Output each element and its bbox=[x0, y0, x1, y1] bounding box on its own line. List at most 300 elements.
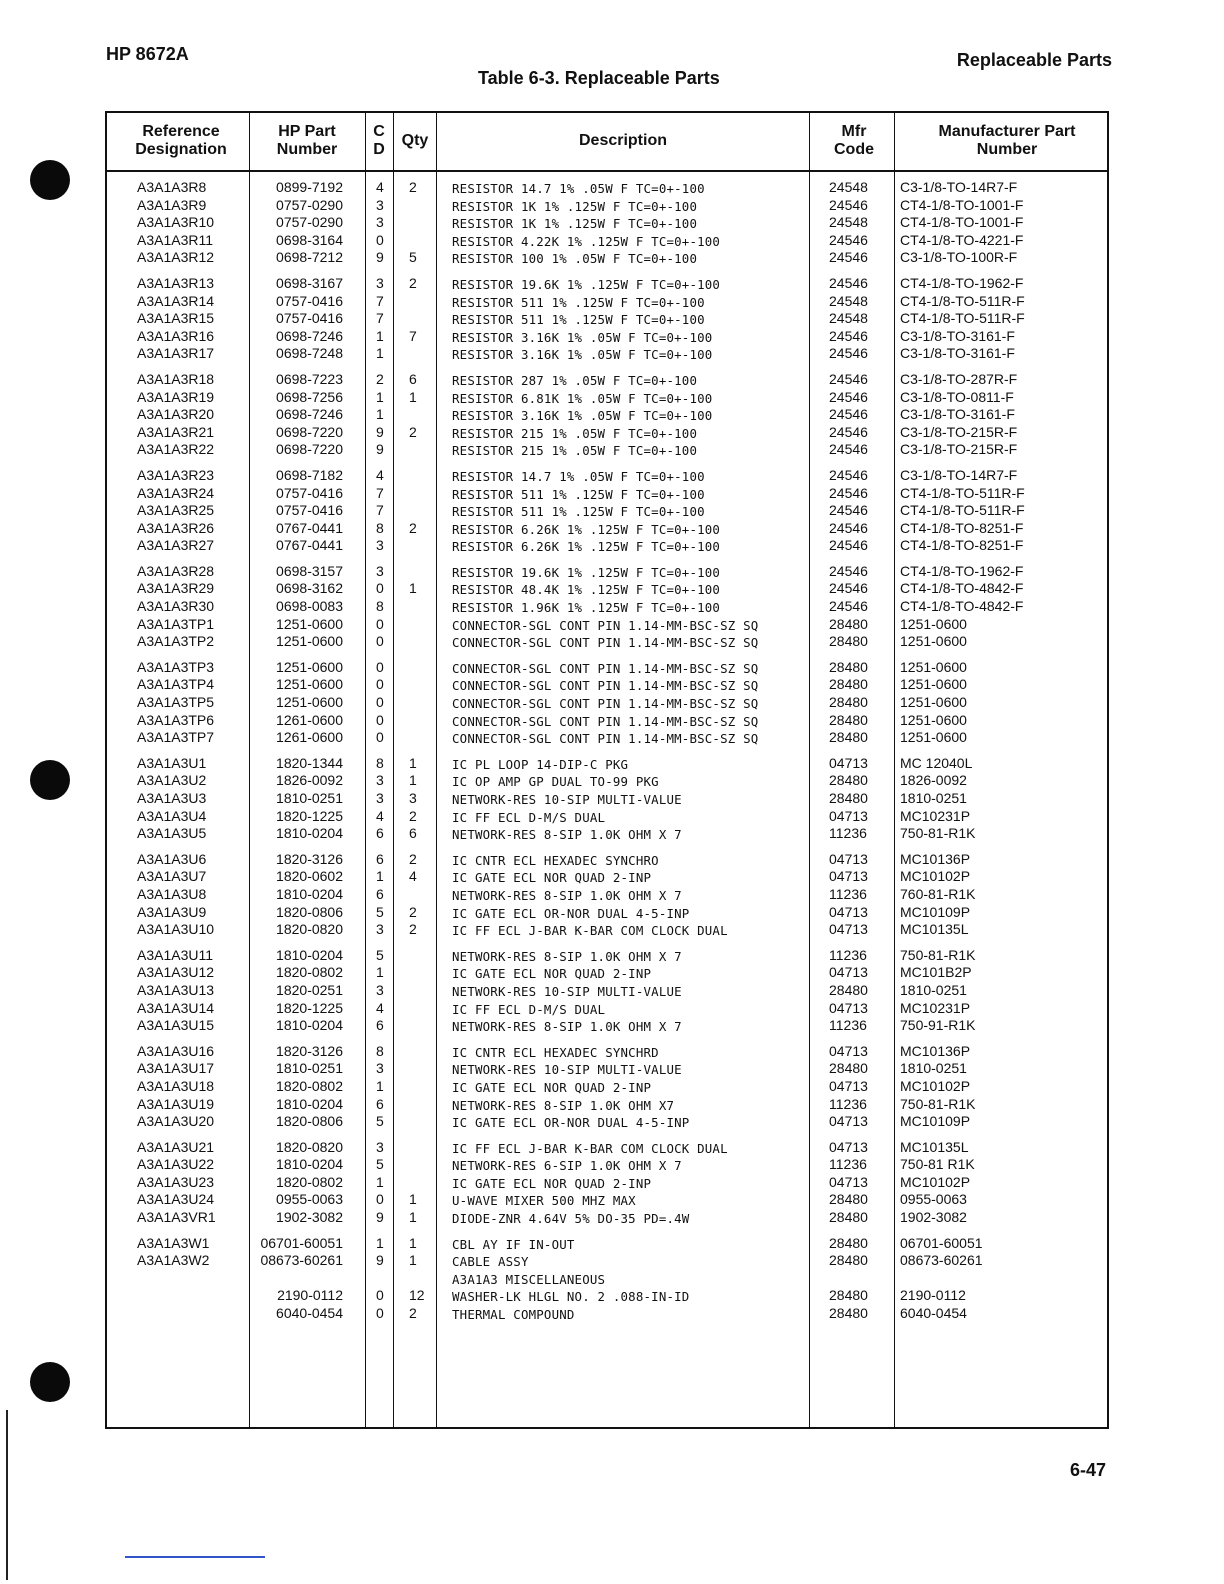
mfr-part-number-cell: CT4-1/8-TO-4221-F bbox=[900, 231, 1024, 248]
mfr-part-number-cell: MC10231P bbox=[900, 999, 971, 1016]
mfr-part-number-cell: 760-81-R1K bbox=[900, 885, 976, 902]
mfr-code-cell: 04713 bbox=[829, 754, 868, 771]
mfr-part-number-cell: MC10135L bbox=[900, 1138, 969, 1155]
description-cell: IC CNTR ECL HEXADEC SYNCHRD bbox=[452, 1044, 659, 1060]
table-row bbox=[107, 904, 1107, 922]
ref-cell: A3A1A3TP7 bbox=[137, 729, 215, 746]
ref-cell: A3A1A3U3 bbox=[137, 790, 207, 806]
mfr-code-cell: 28480 bbox=[829, 633, 868, 650]
part-number-cell: 0757-0290 bbox=[276, 196, 343, 213]
mfr-code-cell: 28480 bbox=[829, 981, 868, 998]
mfr-part-number-cell: 1810-0251 bbox=[900, 1060, 967, 1077]
table-row bbox=[107, 729, 1107, 747]
part-number-cell: 0698-7248 bbox=[276, 345, 343, 362]
part-number-cell: 0698-3157 bbox=[276, 562, 343, 579]
cd-cell: 0 bbox=[376, 711, 384, 728]
qty-cell: 2 bbox=[409, 903, 417, 920]
mfr-part-number-cell: CT4-1/8-TO-511R-F bbox=[900, 484, 1025, 501]
description-cell: IC GATE ECL OR-NOR DUAL 4-5-INP bbox=[452, 905, 690, 921]
mfr-code-cell: 11236 bbox=[829, 885, 867, 902]
mfr-part-number-cell: 1251-0600 bbox=[900, 711, 967, 728]
part-number-cell: 0899-7192 bbox=[276, 179, 343, 195]
ref-cell: A3A1A3R9 bbox=[137, 196, 207, 213]
ref-cell: A3A1A3U22 bbox=[137, 1156, 215, 1173]
part-number-cell: 6040-0454 bbox=[276, 1305, 343, 1322]
ref-cell: A3A1A3R10 bbox=[137, 214, 215, 231]
mfr-code-cell: 28480 bbox=[829, 1234, 868, 1251]
row-group bbox=[107, 1139, 1107, 1227]
row-group bbox=[107, 947, 1107, 1035]
qty-cell: 2 bbox=[409, 807, 417, 824]
ref-cell: A3A1A3R24 bbox=[137, 484, 215, 501]
ref-cell: A3A1A3R19 bbox=[137, 388, 215, 405]
ref-cell: A3A1A3R26 bbox=[137, 519, 215, 536]
table-row bbox=[107, 467, 1107, 485]
ref-cell: A3A1A3U24 bbox=[137, 1191, 215, 1208]
part-number-cell: 1251-0600 bbox=[276, 694, 343, 711]
ref-cell: A3A1A3W2 bbox=[137, 1252, 210, 1269]
qty-cell: 5 bbox=[409, 249, 417, 266]
colhead-part-number: HP Part Number bbox=[276, 123, 338, 158]
table-row bbox=[107, 1287, 1107, 1305]
table-row bbox=[107, 563, 1107, 581]
mfr-code-cell: 24546 bbox=[829, 519, 868, 536]
cd-cell: 7 bbox=[376, 484, 384, 501]
mfr-part-number-cell: CT4-1/8-TO-4842-F bbox=[900, 580, 1024, 597]
ref-cell: A3A1A3U16 bbox=[137, 1042, 215, 1059]
cd-cell: 4 bbox=[376, 999, 384, 1016]
description-cell: IC FF ECL D-M/S DUAL bbox=[452, 1001, 606, 1017]
mfr-code-cell: 04713 bbox=[829, 868, 868, 885]
table-row bbox=[107, 441, 1107, 459]
mfr-code-cell: 24548 bbox=[829, 310, 868, 327]
mfr-part-number-cell: C3-1/8-TO-0811-F bbox=[900, 388, 1014, 405]
table-row bbox=[107, 345, 1107, 363]
part-number-cell: 0698-3164 bbox=[276, 231, 343, 248]
qty-cell: 1 bbox=[409, 772, 417, 789]
cd-cell: 1 bbox=[376, 1077, 384, 1094]
cd-cell: 3 bbox=[376, 537, 384, 554]
mfr-part-number-cell: C3-1/8-TO-14R7-F bbox=[900, 466, 1018, 483]
mfr-part-number-cell: MC10135L bbox=[900, 921, 969, 938]
description-cell: IC GATE ECL NOR QUAD 2-INP bbox=[452, 1079, 652, 1095]
table-row bbox=[107, 851, 1107, 869]
table-row bbox=[107, 1000, 1107, 1018]
table-row bbox=[107, 537, 1107, 555]
table-row bbox=[107, 1209, 1107, 1227]
description-cell: IC CNTR ECL HEXADEC SYNCHRO bbox=[452, 852, 659, 868]
cd-cell: 0 bbox=[376, 580, 384, 597]
description-cell: RESISTOR 511 1% .125W F TC=0+-100 bbox=[452, 312, 705, 328]
ref-cell: A3A1A3R22 bbox=[137, 441, 215, 458]
mfr-code-cell: 28480 bbox=[829, 1305, 868, 1322]
mfr-part-number-cell: 1810-0251 bbox=[900, 981, 967, 998]
mfr-part-number-cell: 750-81-R1K bbox=[900, 946, 976, 963]
mfr-code-cell: 11236 bbox=[829, 825, 867, 842]
table-row bbox=[107, 328, 1107, 346]
mfr-part-number-cell: C3-1/8-TO-14R7-F bbox=[900, 179, 1018, 195]
table-row bbox=[107, 520, 1107, 538]
mfr-part-number-cell: 1251-0600 bbox=[900, 658, 967, 675]
mfr-code-cell: 24546 bbox=[829, 466, 868, 483]
mfr-code-cell: 28480 bbox=[829, 658, 868, 675]
qty-cell: 6 bbox=[409, 825, 417, 842]
part-number-cell: 1820-1225 bbox=[276, 999, 343, 1016]
cd-cell: 3 bbox=[376, 274, 384, 291]
ref-cell: A3A1A3W1 bbox=[137, 1234, 210, 1251]
ref-cell: A3A1A3TP5 bbox=[137, 694, 215, 711]
mfr-code-cell: 28480 bbox=[829, 615, 868, 632]
description-cell: RESISTOR 215 1% .05W F TC=0+-100 bbox=[452, 425, 698, 441]
part-number-cell: 0955-0063 bbox=[276, 1191, 343, 1208]
ref-cell: A3A1A3U12 bbox=[137, 964, 215, 981]
mfr-code-cell: 04713 bbox=[829, 807, 868, 824]
page-header-model: HP 8672A bbox=[106, 44, 189, 64]
mfr-part-number-cell: CT4-1/8-TO-8251-F bbox=[900, 519, 1024, 536]
table-row bbox=[107, 1191, 1107, 1209]
ref-cell: A3A1A3R15 bbox=[137, 310, 215, 327]
description-cell: NETWORK-RES 8-SIP 1.0K OHM X 7 bbox=[452, 1019, 682, 1035]
table-row bbox=[107, 310, 1107, 328]
ref-cell: A3A1A3U20 bbox=[137, 1113, 215, 1130]
mfr-code-cell: 28480 bbox=[829, 676, 868, 693]
cd-cell: 5 bbox=[376, 903, 384, 920]
qty-cell: 1 bbox=[409, 388, 417, 405]
table-row bbox=[107, 712, 1107, 730]
table-row bbox=[107, 616, 1107, 634]
cd-cell: 9 bbox=[376, 249, 384, 266]
row-group bbox=[107, 1043, 1107, 1131]
description-cell: RESISTOR 6.26K 1% .125W F TC=0+-100 bbox=[452, 539, 721, 555]
cd-cell: 1 bbox=[376, 1234, 384, 1251]
cd-cell: 0 bbox=[376, 1305, 384, 1322]
mfr-code-cell: 24546 bbox=[829, 345, 868, 362]
mfr-code-cell: 04713 bbox=[829, 1173, 868, 1190]
qty-cell: 1 bbox=[409, 754, 417, 771]
ref-cell: A3A1A3U7 bbox=[137, 868, 207, 885]
description-cell: CONNECTOR-SGL CONT PIN 1.14-MM-BSC-SZ SQ bbox=[452, 696, 759, 712]
part-number-cell: 06701-60051 bbox=[260, 1234, 343, 1251]
qty-cell: 2 bbox=[409, 423, 417, 440]
description-cell: RESISTOR 6.81K 1% .05W F TC=0+-100 bbox=[452, 390, 713, 406]
cd-cell: 1 bbox=[376, 868, 384, 885]
footer-rule bbox=[125, 1556, 265, 1558]
table-row bbox=[107, 947, 1107, 965]
qty-cell: 6 bbox=[409, 370, 417, 387]
cd-cell: 1 bbox=[376, 345, 384, 362]
cd-cell: 0 bbox=[376, 615, 384, 632]
description-cell: IC FF ECL D-M/S DUAL bbox=[452, 809, 606, 825]
ref-cell: A3A1A3TP1 bbox=[137, 615, 215, 632]
mfr-code-cell: 04713 bbox=[829, 1077, 868, 1094]
mfr-code-cell: 24546 bbox=[829, 502, 868, 519]
description-cell: IC GATE ECL OR-NOR DUAL 4-5-INP bbox=[452, 1115, 690, 1131]
description-cell: CONNECTOR-SGL CONT PIN 1.14-MM-BSC-SZ SQ bbox=[452, 678, 759, 694]
cd-cell: 2 bbox=[376, 370, 384, 387]
cd-cell: 4 bbox=[376, 807, 384, 824]
ref-cell: A3A1A3TP4 bbox=[137, 676, 215, 693]
mfr-code-cell: 11236 bbox=[829, 1095, 867, 1112]
cd-cell: 8 bbox=[376, 754, 384, 771]
page-number: 6-47 bbox=[1070, 1460, 1107, 1480]
qty-cell: 2 bbox=[409, 1305, 417, 1322]
cd-cell: 3 bbox=[376, 196, 384, 213]
ref-cell: A3A1A3U23 bbox=[137, 1173, 215, 1190]
mfr-part-number-cell: 2190-0112 bbox=[900, 1287, 966, 1304]
table-row bbox=[107, 371, 1107, 389]
part-number-cell: 0757-0416 bbox=[276, 502, 343, 519]
description-cell: RESISTOR 19.6K 1% .125W F TC=0+-100 bbox=[452, 276, 721, 292]
mfr-part-number-cell: CT4-1/8-TO-511R-F bbox=[900, 502, 1025, 519]
mfr-code-cell: 24546 bbox=[829, 484, 868, 501]
colhead-qty: Qty bbox=[401, 132, 429, 149]
cd-cell: 8 bbox=[376, 598, 384, 615]
ref-cell: A3A1A3R25 bbox=[137, 502, 215, 519]
cd-cell: 7 bbox=[376, 310, 384, 327]
ref-cell: A3A1A3U13 bbox=[137, 981, 215, 998]
part-number-cell: 1820-0802 bbox=[276, 1173, 343, 1190]
table-row bbox=[107, 1043, 1107, 1061]
description-cell: RESISTOR 14.7 1% .05W F TC=0+-100 bbox=[452, 181, 705, 196]
ref-cell: A3A1A3U2 bbox=[137, 772, 207, 789]
mfr-code-cell: 28480 bbox=[829, 729, 868, 746]
ref-cell: A3A1A3U19 bbox=[137, 1095, 215, 1112]
table-row bbox=[107, 1060, 1107, 1078]
part-number-cell: 0698-7220 bbox=[276, 423, 343, 440]
ref-cell: A3A1A3R28 bbox=[137, 562, 215, 579]
cd-cell: 1 bbox=[376, 388, 384, 405]
part-number-cell: 1810-0204 bbox=[276, 1095, 343, 1112]
mfr-part-number-cell: MC10136P bbox=[900, 850, 971, 867]
table-row bbox=[107, 424, 1107, 442]
mfr-part-number-cell: MC101B2P bbox=[900, 964, 972, 981]
part-number-cell: 0698-3167 bbox=[276, 274, 343, 291]
table-row bbox=[107, 389, 1107, 407]
colhead-description: Description bbox=[578, 132, 667, 149]
mfr-part-number-cell: CT4-1/8-TO-8251-F bbox=[900, 537, 1024, 554]
cd-cell: 5 bbox=[376, 1113, 384, 1130]
cd-cell: 6 bbox=[376, 1095, 384, 1112]
table-row bbox=[107, 694, 1107, 712]
description-cell: RESISTOR 19.6K 1% .125W F TC=0+-100 bbox=[452, 564, 721, 580]
mfr-part-number-cell: C3-1/8-TO-215R-F bbox=[900, 441, 1018, 458]
ref-cell: A3A1A3U8 bbox=[137, 885, 207, 902]
table-row bbox=[107, 1078, 1107, 1096]
mfr-part-number-cell: CT4-1/8-TO-511R-F bbox=[900, 310, 1025, 327]
qty-cell: 1 bbox=[409, 1191, 417, 1208]
description-cell: CONNECTOR-SGL CONT PIN 1.14-MM-BSC-SZ SQ bbox=[452, 635, 759, 651]
table-row bbox=[107, 598, 1107, 616]
cd-cell: 7 bbox=[376, 292, 384, 309]
mfr-code-cell: 28480 bbox=[829, 711, 868, 728]
mfr-code-cell: 24546 bbox=[829, 388, 868, 405]
cd-cell: 1 bbox=[376, 406, 384, 423]
table-row bbox=[107, 1139, 1107, 1157]
cd-cell: 0 bbox=[376, 729, 384, 746]
table-row bbox=[107, 964, 1107, 982]
colhead-cd: C D bbox=[373, 123, 385, 158]
cd-cell: 6 bbox=[376, 885, 384, 902]
row-group bbox=[107, 1235, 1107, 1323]
mfr-part-number-cell: C3-1/8-TO-287R-F bbox=[900, 370, 1018, 387]
table-row bbox=[107, 982, 1107, 1000]
part-number-cell: 1810-0204 bbox=[276, 1017, 343, 1034]
part-number-cell: 1820-0806 bbox=[276, 1113, 343, 1130]
ref-cell: A3A1A3R20 bbox=[137, 406, 215, 423]
cd-cell: 0 bbox=[376, 676, 384, 693]
table-row bbox=[107, 293, 1107, 311]
ref-cell: A3A1A3U18 bbox=[137, 1077, 215, 1094]
mfr-part-number-cell: MC10109P bbox=[900, 903, 971, 920]
qty-cell: 1 bbox=[409, 1234, 417, 1251]
table-row bbox=[107, 755, 1107, 773]
mfr-part-number-cell: C3-1/8-TO-3161-F bbox=[900, 406, 1015, 423]
table-row bbox=[107, 1252, 1107, 1270]
part-number-cell: 1902-3082 bbox=[276, 1209, 343, 1226]
parts-table bbox=[105, 111, 1109, 1429]
mfr-part-number-cell: C3-1/8-TO-215R-F bbox=[900, 423, 1018, 440]
mfr-part-number-cell: CT4-1/8-TO-4842-F bbox=[900, 598, 1024, 615]
mfr-code-cell: 28480 bbox=[829, 694, 868, 711]
description-cell: NETWORK-RES 10-SIP MULTI-VALUE bbox=[452, 1062, 682, 1078]
mfr-part-number-cell: C3-1/8-TO-100R-F bbox=[900, 249, 1018, 266]
table-row bbox=[107, 659, 1107, 677]
part-number-cell: 0698-7212 bbox=[276, 249, 343, 266]
table-row bbox=[107, 197, 1107, 215]
qty-cell: 12 bbox=[409, 1287, 425, 1304]
table-row bbox=[107, 825, 1107, 843]
mfr-code-cell: 24546 bbox=[829, 537, 868, 554]
part-number-cell: 1261-0600 bbox=[276, 729, 343, 746]
cd-cell: 3 bbox=[376, 562, 384, 579]
table-row bbox=[107, 502, 1107, 520]
description-cell: IC GATE ECL NOR QUAD 2-INP bbox=[452, 1175, 652, 1191]
ref-cell: A3A1A3R12 bbox=[137, 249, 215, 266]
mfr-part-number-cell: 08673-60261 bbox=[900, 1252, 983, 1269]
mfr-part-number-cell: CT4-1/8-TO-1001-F bbox=[900, 214, 1024, 231]
table-row bbox=[107, 868, 1107, 886]
qty-cell: 3 bbox=[409, 790, 417, 806]
cd-cell: 9 bbox=[376, 423, 384, 440]
part-number-cell: 0698-7223 bbox=[276, 370, 343, 387]
mfr-code-cell: 24546 bbox=[829, 196, 868, 213]
description-cell: RESISTOR 14.7 1% .05W F TC=0+-100 bbox=[452, 468, 705, 484]
mfr-code-cell: 11236 bbox=[829, 946, 867, 963]
description-cell: CONNECTOR-SGL CONT PIN 1.14-MM-BSC-SZ SQ bbox=[452, 713, 759, 729]
qty-cell: 2 bbox=[409, 850, 417, 867]
cd-cell: 3 bbox=[376, 790, 384, 806]
description-cell: RESISTOR 215 1% .05W F TC=0+-100 bbox=[452, 443, 698, 459]
cd-cell: 1 bbox=[376, 964, 384, 981]
mfr-part-number-cell: 1251-0600 bbox=[900, 676, 967, 693]
cd-cell: 9 bbox=[376, 1252, 384, 1269]
description-cell: THERMAL COMPOUND bbox=[452, 1307, 575, 1323]
description-cell: CBL AY IF IN-OUT bbox=[452, 1236, 575, 1252]
part-number-cell: 0757-0290 bbox=[276, 214, 343, 231]
part-number-cell: 1810-0204 bbox=[276, 825, 343, 842]
mfr-code-cell: 11236 bbox=[829, 1156, 867, 1173]
cd-cell: 0 bbox=[376, 1191, 384, 1208]
part-number-cell: 2190-0112 bbox=[277, 1287, 343, 1304]
cd-cell: 0 bbox=[376, 694, 384, 711]
mfr-code-cell: 28480 bbox=[829, 1287, 868, 1304]
description-cell: NETWORK-RES 8-SIP 1.0K OHM X 7 bbox=[452, 827, 682, 843]
table-row bbox=[107, 772, 1107, 790]
mfr-part-number-cell: CT4-1/8-TO-1962-F bbox=[900, 274, 1024, 291]
mfr-code-cell: 24546 bbox=[829, 598, 868, 615]
table-row bbox=[107, 1096, 1107, 1114]
cd-cell: 5 bbox=[376, 1156, 384, 1173]
cd-cell: 3 bbox=[376, 981, 384, 998]
ref-cell: A3A1A3R17 bbox=[137, 345, 215, 362]
ref-cell: A3A1A3U17 bbox=[137, 1060, 215, 1077]
mfr-code-cell: 24546 bbox=[829, 274, 868, 291]
description-cell: DIODE-ZNR 4.64V 5% DO-35 PD=.4W bbox=[452, 1211, 690, 1227]
row-group bbox=[107, 275, 1107, 363]
table-row bbox=[107, 1017, 1107, 1035]
cd-cell: 0 bbox=[376, 658, 384, 675]
ref-cell: A3A1A3R30 bbox=[137, 598, 215, 615]
part-number-cell: 0767-0441 bbox=[276, 537, 343, 554]
part-number-cell: 1251-0600 bbox=[276, 658, 343, 675]
part-number-cell: 1251-0600 bbox=[276, 615, 343, 632]
ref-cell: A3A1A3U10 bbox=[137, 921, 215, 938]
description-cell: CONNECTOR-SGL CONT PIN 1.14-MM-BSC-SZ SQ bbox=[452, 731, 759, 747]
part-number-cell: 1810-0251 bbox=[276, 790, 343, 806]
mfr-part-number-cell: MC10102P bbox=[900, 1173, 971, 1190]
mfr-code-cell: 28480 bbox=[829, 1252, 868, 1269]
mfr-code-cell: 24546 bbox=[829, 249, 868, 266]
mfr-code-cell: 24546 bbox=[829, 562, 868, 579]
mfr-part-number-cell: 1251-0600 bbox=[900, 729, 967, 746]
table-row bbox=[107, 179, 1107, 197]
part-number-cell: 08673-60261 bbox=[260, 1252, 343, 1269]
description-cell: RESISTOR 511 1% .125W F TC=0+-100 bbox=[452, 294, 705, 310]
description-cell: RESISTOR 511 1% .125W F TC=0+-100 bbox=[452, 486, 705, 502]
cd-cell: 0 bbox=[376, 231, 384, 248]
table-row bbox=[107, 275, 1107, 293]
binder-hole-top bbox=[30, 160, 70, 200]
ref-cell: A3A1A3R11 bbox=[137, 231, 214, 248]
ref-cell: A3A1A3U15 bbox=[137, 1017, 215, 1034]
table-row bbox=[107, 1156, 1107, 1174]
description-cell: IC OP AMP GP DUAL TO-99 PKG bbox=[452, 774, 659, 790]
mfr-part-number-cell: CT4-1/8-TO-511R-F bbox=[900, 292, 1025, 309]
ref-cell: A3A1A3R16 bbox=[137, 327, 215, 344]
part-number-cell: 0698-7246 bbox=[276, 406, 343, 423]
part-number-cell: 1820-3126 bbox=[276, 850, 343, 867]
part-number-cell: 1820-0602 bbox=[276, 868, 343, 885]
description-cell: IC FF ECL J-BAR K-BAR COM CLOCK DUAL bbox=[452, 1140, 728, 1156]
cd-cell: 8 bbox=[376, 1042, 384, 1059]
ref-cell: A3A1A3U9 bbox=[137, 903, 207, 920]
description-cell: RESISTOR 48.4K 1% .125W F TC=0+-100 bbox=[452, 582, 721, 598]
description-cell: NETWORK-RES 8-SIP 1.0K OHM X 7 bbox=[452, 887, 682, 903]
ref-cell: A3A1A3U1 bbox=[137, 754, 207, 771]
cd-cell: 0 bbox=[376, 1287, 384, 1304]
mfr-part-number-cell: 1826-0092 bbox=[900, 772, 967, 789]
table-row bbox=[107, 1235, 1107, 1253]
mfr-code-cell: 04713 bbox=[829, 964, 868, 981]
cd-cell: 3 bbox=[376, 921, 384, 938]
part-number-cell: 1826-0092 bbox=[276, 772, 343, 789]
qty-cell: 4 bbox=[409, 868, 417, 885]
ref-cell: A3A1A3U4 bbox=[137, 807, 207, 824]
cd-cell: 3 bbox=[376, 1138, 384, 1155]
mfr-code-cell: 28480 bbox=[829, 790, 868, 806]
mfr-part-number-cell: MC10109P bbox=[900, 1113, 971, 1130]
qty-cell: 1 bbox=[409, 1252, 417, 1269]
